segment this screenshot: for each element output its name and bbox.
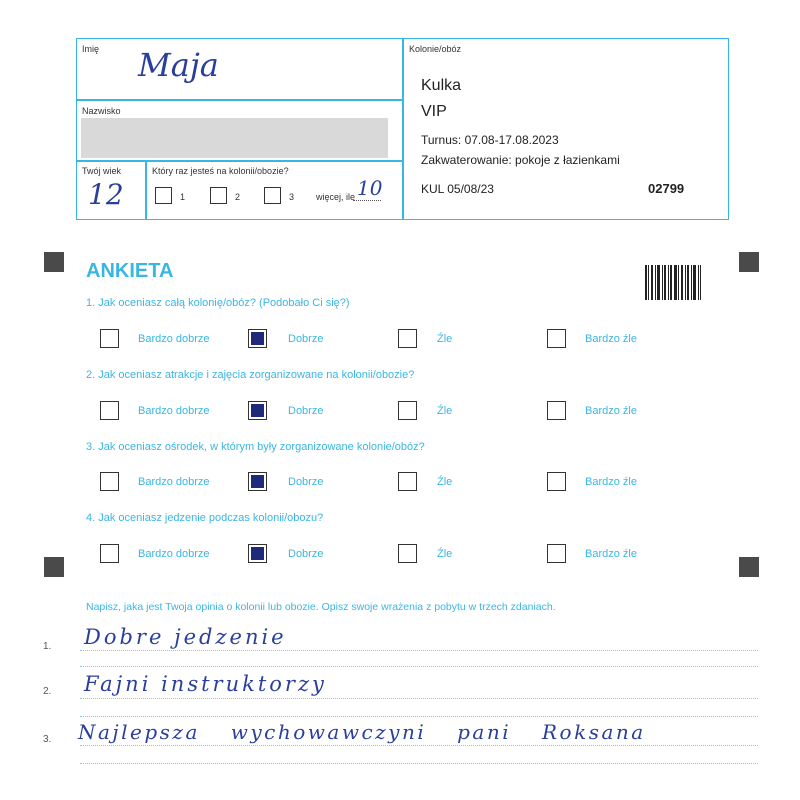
q1-label-bardzo-zle: Bardzo źle bbox=[585, 333, 637, 345]
q3-label-dobrze: Dobrze bbox=[288, 476, 324, 488]
first-name-label: Imię bbox=[82, 44, 100, 54]
age-label: Twój wiek bbox=[82, 166, 122, 176]
opinion-line-number-1: 1. bbox=[43, 641, 52, 652]
opinion-prompt: Napisz, jaka jest Twoja opinia o kolonii lub obozie. Opisz swoje wrażenia z pobytu w trzech zdaniach. bbox=[86, 601, 556, 613]
q1-option-bardzo-zle[interactable] bbox=[547, 329, 566, 348]
marker-bottom-left bbox=[44, 557, 64, 577]
opinion-line-1-text[interactable]: Dobre jedzenie bbox=[84, 625, 287, 649]
q2-option-zle[interactable] bbox=[398, 401, 417, 420]
question-4: 4. Jak oceniasz jedzenie podczas kolonii/obozu? bbox=[86, 512, 324, 524]
times-checkbox-2[interactable] bbox=[210, 187, 227, 204]
camp-code: KUL 05/08/23 bbox=[421, 182, 494, 196]
marker-top-right bbox=[739, 252, 759, 272]
opinion-line-3b-dotted bbox=[80, 763, 758, 764]
q2-label-dobrze: Dobrze bbox=[288, 405, 324, 417]
times-checkbox-1[interactable] bbox=[155, 187, 172, 204]
header-divider-vertical bbox=[402, 38, 404, 220]
q3-option-zle[interactable] bbox=[398, 472, 417, 491]
barcode bbox=[645, 265, 701, 300]
more-value: 10 bbox=[357, 176, 383, 200]
opinion-line-2b-dotted bbox=[80, 716, 758, 717]
q1-label-dobrze: Dobrze bbox=[288, 333, 324, 345]
times-checkbox-3[interactable] bbox=[264, 187, 281, 204]
question-3: 3. Jak oceniasz ośrodek, w którym były zorganizowane kolonie/obóz? bbox=[86, 441, 425, 453]
q1-option-dobrze[interactable] bbox=[248, 329, 267, 348]
q3-option-dobrze[interactable] bbox=[248, 472, 267, 491]
times-label: Który raz jesteś na kolonii/obozie? bbox=[152, 166, 289, 176]
times-option-3: 3 bbox=[289, 192, 295, 202]
camp-type: VIP bbox=[421, 103, 447, 120]
accommodation: Zakwaterowanie: pokoje z łazienkami bbox=[421, 153, 620, 167]
header-divider-surname bbox=[76, 160, 403, 162]
q3-label-zle: Źle bbox=[437, 476, 453, 488]
camp-name: Kulka bbox=[421, 77, 462, 94]
opinion-line-3-dotted bbox=[80, 745, 758, 746]
q2-option-bardzo-dobrze[interactable] bbox=[100, 401, 119, 420]
survey-title: ANKIETA bbox=[86, 260, 174, 282]
q2-label-bardzo-dobrze: Bardzo dobrze bbox=[138, 405, 210, 417]
opinion-line-3-text[interactable]: Najlepsza wychowawczyni pani Roksana bbox=[78, 720, 646, 744]
last-name-label: Nazwisko bbox=[82, 106, 121, 116]
more-field-line bbox=[353, 200, 381, 201]
q1-label-bardzo-dobrze: Bardzo dobrze bbox=[138, 333, 210, 345]
q2-option-dobrze[interactable] bbox=[248, 401, 267, 420]
more-label: więcej, ile bbox=[316, 192, 356, 202]
question-1: 1. Jak oceniasz całą kolonię/obóz? (Podobało Ci się?) bbox=[86, 297, 350, 309]
q4-label-dobrze: Dobrze bbox=[288, 548, 324, 560]
header-divider-name bbox=[76, 99, 403, 101]
opinion-line-1-dotted bbox=[80, 650, 758, 651]
q4-label-zle: Źle bbox=[437, 548, 453, 560]
q4-option-dobrze[interactable] bbox=[248, 544, 267, 563]
opinion-line-1b-dotted bbox=[80, 666, 758, 667]
q1-label-zle: Źle bbox=[437, 333, 453, 345]
q4-option-zle[interactable] bbox=[398, 544, 417, 563]
q2-option-bardzo-zle[interactable] bbox=[547, 401, 566, 420]
q2-label-zle: Źle bbox=[437, 405, 453, 417]
marker-bottom-right bbox=[739, 557, 759, 577]
q2-label-bardzo-zle: Bardzo źle bbox=[585, 405, 637, 417]
camp-label: Kolonie/obóz bbox=[409, 44, 462, 54]
q3-option-bardzo-dobrze[interactable] bbox=[100, 472, 119, 491]
last-name-redacted bbox=[81, 118, 388, 158]
first-name-value: Maja bbox=[138, 46, 219, 84]
q4-option-bardzo-zle[interactable] bbox=[547, 544, 566, 563]
q3-label-bardzo-zle: Bardzo źle bbox=[585, 476, 637, 488]
q3-option-bardzo-zle[interactable] bbox=[547, 472, 566, 491]
q4-label-bardzo-dobrze: Bardzo dobrze bbox=[138, 548, 210, 560]
opinion-line-number-3: 3. bbox=[43, 734, 52, 745]
times-option-2: 2 bbox=[235, 192, 241, 202]
q3-label-bardzo-dobrze: Bardzo dobrze bbox=[138, 476, 210, 488]
turnus: Turnus: 07.08-17.08.2023 bbox=[421, 133, 559, 147]
q1-option-zle[interactable] bbox=[398, 329, 417, 348]
times-option-1: 1 bbox=[180, 192, 186, 202]
opinion-line-2-dotted bbox=[80, 698, 758, 699]
q1-option-bardzo-dobrze[interactable] bbox=[100, 329, 119, 348]
question-2: 2. Jak oceniasz atrakcje i zajęcia zorganizowane na kolonii/obozie? bbox=[86, 369, 415, 381]
q4-label-bardzo-zle: Bardzo źle bbox=[585, 548, 637, 560]
q4-option-bardzo-dobrze[interactable] bbox=[100, 544, 119, 563]
age-value: 12 bbox=[88, 178, 124, 211]
marker-top-left bbox=[44, 252, 64, 272]
opinion-line-number-2: 2. bbox=[43, 686, 52, 697]
header-divider-age bbox=[145, 160, 147, 220]
opinion-line-2-text[interactable]: Fajni instruktorzy bbox=[84, 672, 327, 696]
camp-number: 02799 bbox=[648, 181, 685, 196]
